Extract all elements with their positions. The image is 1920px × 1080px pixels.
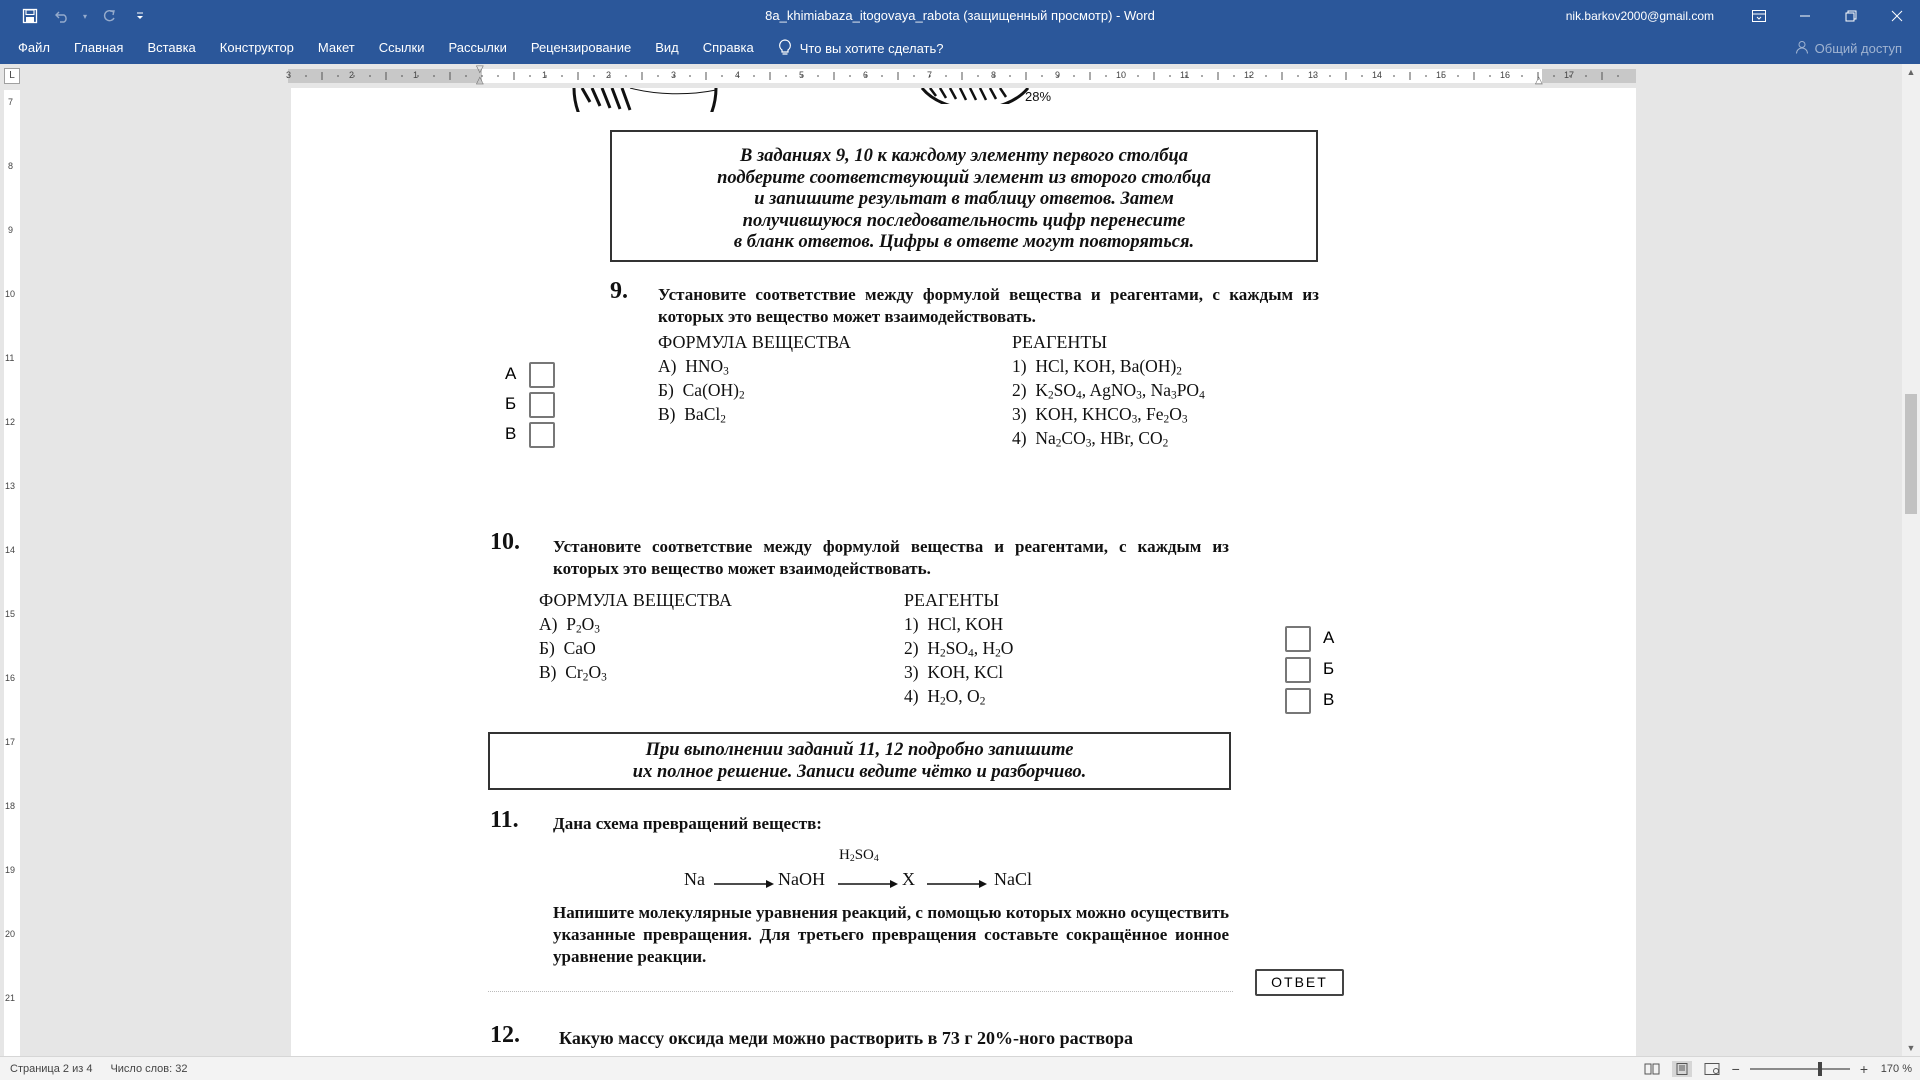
q9-answer-label-v: В xyxy=(505,424,517,443)
ruler-ticks xyxy=(288,69,1636,83)
question-11-text: Напишите молекулярные уравнения реакций, с помощью которых можно осуществить указанные превращения. Для третьего превращения составьте сокращённое ионное уравнение реакции. xyxy=(553,903,1229,966)
q9-option-v: В) BaCl$_2$ xyxy=(658,404,726,426)
tab-references[interactable]: Ссылки xyxy=(378,40,425,55)
instruction-line: подберите соответствующий элемент из второго столбца xyxy=(717,167,1211,188)
tab-mailings[interactable]: Рассылки xyxy=(448,40,507,55)
web-layout-icon[interactable] xyxy=(1702,1061,1722,1077)
close-icon[interactable] xyxy=(1874,0,1920,32)
instruction-line: и запишите результат в таблицу ответов. Затем xyxy=(754,189,1174,209)
ribbon-display-options-icon[interactable] xyxy=(1736,0,1782,32)
print-layout-icon[interactable] xyxy=(1672,1061,1692,1077)
zoom-in-icon[interactable]: + xyxy=(1859,1061,1868,1077)
instruction-line: получившуюся последовательность цифр перенесите xyxy=(742,210,1186,231)
zoom-level[interactable]: 170 % xyxy=(1880,1063,1912,1075)
q10-option-b: Б) CaO xyxy=(539,638,596,658)
q9-reagents-header: РЕАГЕНТЫ xyxy=(1012,332,1108,352)
ruler-label: 14 xyxy=(5,545,16,555)
q9-option-b: Б) $Ca(OH)_2$ xyxy=(658,380,745,402)
tab-design[interactable]: Конструктор xyxy=(219,40,294,55)
undo-dropdown-icon[interactable]: ▾ xyxy=(82,11,87,21)
tab-help[interactable]: Справка xyxy=(702,40,754,55)
q10-formula-header: ФОРМУЛА ВЕЩЕСТВА xyxy=(539,590,732,610)
tab-file[interactable]: Файл xyxy=(18,40,50,55)
zoom-slider[interactable] xyxy=(1750,1068,1850,1070)
instruction-box-11-12 xyxy=(488,732,1231,790)
left-indent-marker[interactable]: △ xyxy=(476,75,484,86)
person-icon xyxy=(1795,40,1809,57)
question-9-number: 9. xyxy=(610,278,628,304)
ruler-label: 17 xyxy=(1564,70,1575,80)
scroll-up-arrow-icon[interactable]: ▲ xyxy=(1906,67,1916,77)
question-9-text: Установите соответствие между формулой вещества и реагентами, с каждым из которых это вещество может взаимодействовать. xyxy=(658,285,1319,326)
ruler-label: 2 xyxy=(606,70,612,80)
ruler-label: 1 xyxy=(413,70,419,80)
q10-reagent-3: 3) KOH, KCl xyxy=(904,662,1004,682)
instruction-line: в бланк ответов. Цифры в ответе могут повторяться. xyxy=(733,232,1195,252)
vertical-ruler[interactable] xyxy=(4,90,20,1056)
q9-option-a: А) $HNO_3$ xyxy=(658,356,729,378)
ruler-label: 2 xyxy=(349,70,355,80)
ruler-label: 11 xyxy=(5,353,15,363)
question-12-number: 12. xyxy=(490,1022,520,1048)
ruler-label: 5 xyxy=(799,70,805,80)
tab-selector[interactable]: L xyxy=(4,68,20,84)
read-mode-icon[interactable] xyxy=(1642,1061,1662,1077)
otvet-answer-button[interactable]: ОТВЕТ xyxy=(1255,969,1344,996)
ribbon-tabs xyxy=(0,32,1920,64)
pie-fragment-right xyxy=(920,88,1030,104)
ruler-label: 3 xyxy=(286,70,292,80)
share-label: Общий доступ xyxy=(1814,40,1902,56)
user-account[interactable]: nik.barkov2000@gmail.com xyxy=(1565,9,1714,23)
ruler-label: 8 xyxy=(991,70,997,80)
ruler-label: 10 xyxy=(5,289,16,299)
ruler-label: 18 xyxy=(5,801,16,811)
ruler-label: 9 xyxy=(1055,70,1061,80)
ruler-label: 7 xyxy=(927,70,933,80)
ruler-label: 3 xyxy=(671,70,677,80)
ruler-label: 20 xyxy=(5,929,16,939)
question-10-number: 10. xyxy=(490,529,520,555)
ruler-label: 19 xyxy=(5,865,16,875)
minimize-icon[interactable] xyxy=(1782,0,1828,32)
ruler-label: 17 xyxy=(5,737,16,747)
q10-option-a: А) $P_2O_3$ xyxy=(539,614,600,636)
ruler-label: 21 xyxy=(5,993,16,1003)
q10-option-v: В) $Cr_2O_3$ xyxy=(539,662,607,684)
ruler-label: 13 xyxy=(5,481,16,491)
share-button[interactable] xyxy=(1795,32,1902,64)
ruler-label: 11 xyxy=(1180,70,1190,80)
q9-answer-box-a[interactable] xyxy=(529,362,555,388)
title-bar xyxy=(0,0,1920,32)
horizontal-ruler-row xyxy=(0,64,1920,88)
redo-icon[interactable] xyxy=(94,2,122,30)
reaction-scheme: Na NaOH $H_2SO_4$ X NaCl xyxy=(684,847,1032,889)
tab-home[interactable]: Главная xyxy=(73,40,124,55)
ruler-label: 16 xyxy=(5,673,16,683)
tab-layout[interactable]: Макет xyxy=(317,40,355,55)
zoom-out-icon[interactable]: − xyxy=(1731,1061,1740,1077)
q9-answer-label-a: А xyxy=(505,364,517,383)
ruler-label: 14 xyxy=(1372,70,1383,80)
tab-review[interactable]: Рецензирование xyxy=(530,40,632,55)
status-bar xyxy=(0,1056,1920,1080)
q9-reagent-1: 1) HCl, KOH, $Ba(OH)_2$ xyxy=(1012,356,1182,378)
first-line-indent-marker[interactable]: ▽ xyxy=(476,64,484,75)
lightbulb-icon xyxy=(778,39,792,57)
q10-answer-label-a: А xyxy=(1323,628,1335,647)
undo-icon[interactable] xyxy=(48,2,76,30)
q10-reagent-4: 4) $H_2O$, $O_2$ xyxy=(904,686,986,708)
q10-answer-box-a[interactable] xyxy=(1285,626,1311,652)
quick-access-toolbar xyxy=(0,0,154,32)
question-10-text: Установите соответствие между формулой вещества и реагентами, с каждым из которых это вещество может взаимодействовать. xyxy=(553,537,1229,578)
vertical-scrollbar[interactable] xyxy=(1902,64,1920,1056)
ruler-label: 12 xyxy=(5,417,16,427)
ruler-label: 7 xyxy=(8,97,14,107)
ruler-label: 13 xyxy=(1308,70,1319,80)
pie-fragment-left xyxy=(570,88,720,112)
question-11-title: Дана схема превращений веществ: xyxy=(553,814,822,833)
q9-reagent-2: 2) $K_2SO_4$, AgNO$_3$, $Na_3PO_4$ xyxy=(1012,380,1205,402)
ruler-label: 12 xyxy=(1244,70,1255,80)
instruction-line: При выполнении заданий 11, 12 подробно запишите xyxy=(645,740,1074,760)
word-count[interactable]: Число слов: 32 xyxy=(110,1062,188,1075)
ruler-label: 15 xyxy=(1436,70,1447,80)
scrollbar-thumb[interactable] xyxy=(1905,394,1917,514)
restore-icon[interactable] xyxy=(1828,0,1874,32)
page-indicator[interactable]: Страница 2 из 4 xyxy=(10,1062,93,1075)
tab-insert[interactable]: Вставка xyxy=(147,40,196,55)
save-icon[interactable] xyxy=(16,2,44,30)
document-page[interactable] xyxy=(291,88,1636,1058)
q9-answer-label-b: Б xyxy=(505,394,517,413)
ruler-label: 10 xyxy=(1116,70,1127,80)
ruler-label: 6 xyxy=(863,70,869,80)
ruler-label: 4 xyxy=(735,70,741,80)
q10-answer-label-v: В xyxy=(1323,690,1335,709)
chart-percent-label: 28% xyxy=(1025,89,1052,104)
tab-view[interactable]: Вид xyxy=(655,40,679,55)
horizontal-ruler[interactable] xyxy=(286,64,1636,86)
question-11-number: 11. xyxy=(490,807,519,833)
right-indent-marker[interactable]: △ xyxy=(1535,75,1543,86)
tell-me-search[interactable] xyxy=(778,39,944,57)
instruction-line: их полное решение. Записи ведите чётко и разборчиво. xyxy=(632,761,1087,782)
answer-line xyxy=(488,991,1233,992)
q9-answer-box-v[interactable] xyxy=(529,422,555,448)
q10-answer-box-b[interactable] xyxy=(1285,657,1311,683)
ruler-label: 1 xyxy=(542,70,548,80)
q10-reagent-2: 2) $H_2SO_4$, $H_2O$ xyxy=(904,638,1014,660)
question-12-text: Какую массу оксида меди можно растворить в 73 г 20%-ного раствора xyxy=(559,1028,1134,1048)
tell-me-label: Что вы хотите сделать? xyxy=(799,40,944,56)
instruction-box-9-10 xyxy=(610,130,1318,262)
customize-qat-icon[interactable] xyxy=(126,2,154,30)
instruction-line: В заданиях 9, 10 к каждому элементу первого столбца xyxy=(740,146,1188,166)
q9-reagent-4: 4) $Na_2CO_3$, HBr, $CO_2$ xyxy=(1012,428,1169,450)
ruler-label: 15 xyxy=(5,609,16,619)
q10-answer-label-b: Б xyxy=(1323,659,1335,678)
ruler-label: 8 xyxy=(8,161,14,171)
ruler-label: 16 xyxy=(1500,70,1511,80)
q9-answer-box-b[interactable] xyxy=(529,392,555,418)
window-title: 8a_khimiabaza_itogovaya_rabota (защищенный просмотр) - Word xyxy=(765,8,1155,23)
q9-formula-header: ФОРМУЛА ВЕЩЕСТВА xyxy=(658,332,851,352)
q10-answer-box-v[interactable] xyxy=(1285,688,1311,714)
q9-reagent-3: 3) KOH, $KHCO_3$, $Fe_2O_3$ xyxy=(1012,404,1188,426)
q10-reagent-1: 1) HCl, KOH xyxy=(904,614,1004,634)
scroll-down-arrow-icon[interactable]: ▼ xyxy=(1906,1043,1916,1053)
ruler-label: 9 xyxy=(8,225,14,235)
q10-reagents-header: РЕАГЕНТЫ xyxy=(904,590,1000,610)
